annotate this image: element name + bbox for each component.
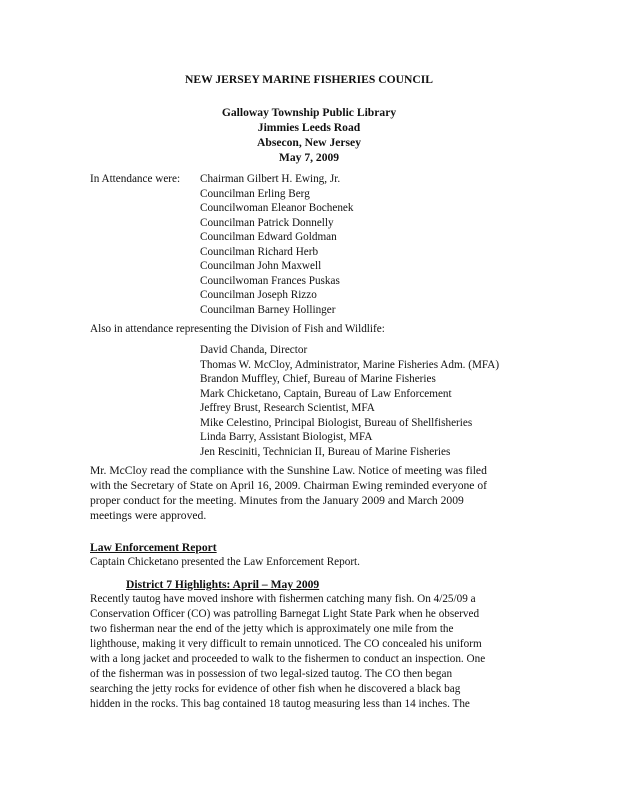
council-member: Chairman Gilbert H. Ewing, Jr.	[200, 173, 341, 185]
council-member: Councilwoman Frances Puskas	[200, 274, 340, 287]
attendance-label: In Attendance were:	[90, 173, 181, 185]
division-attendance-label: Also in attendance representing the Division of Fish and Wildlife:	[90, 323, 385, 335]
council-member: Councilman John Maxwell	[200, 260, 322, 272]
report-line: of the fisherman was in possession of two legal-sized tautog. The CO then began	[90, 668, 453, 680]
report-line: lighthouse, making it very difficult to remain unnoticed. The CO concealed his uniform	[90, 638, 482, 650]
paragraph-line: Mr. McCloy read the compliance with the Sunshine Law. Notice of meeting was filed	[90, 464, 487, 477]
council-member: Councilman Joseph Rizzo	[200, 289, 317, 301]
report-line: two fisherman near the end of the jetty which is approximately one mile from the	[90, 623, 454, 635]
venue-city: Absecon, New Jersey	[257, 136, 361, 149]
report-line: Recently tautog have moved inshore with fishermen catching many fish. On 4/25/09 a	[90, 593, 476, 605]
division-staff-member: Jeffrey Brust, Research Scientist, MFA	[200, 402, 375, 414]
division-staff-member: Brandon Muffley, Chief, Bureau of Marine Fisheries	[200, 373, 436, 385]
report-line: Conservation Officer (CO) was patrolling Barnegat Light State Park when he observed	[90, 608, 480, 620]
council-member: Councilman Erling Berg	[200, 187, 310, 200]
venue-name: Galloway Township Public Library	[221, 106, 397, 119]
report-line: searching the jetty rocks for evidence of other fish when he discovered a black bag	[90, 683, 461, 695]
venue-street: Jimmies Leeds Road	[257, 121, 361, 134]
report-line: hidden in the rocks. This bag contained 18 tautog measuring less than 14 inches. The	[90, 698, 470, 710]
meeting-date: May 7, 2009	[278, 151, 340, 164]
council-member: Councilman Barney Hollinger	[200, 303, 336, 316]
paragraph-line: meetings were approved.	[90, 509, 207, 522]
report-line: with a long jacket and proceeded to walk to the fishermen to conduct an inspection. One	[90, 653, 486, 665]
division-staff-member: David Chanda, Director	[200, 344, 308, 356]
law-enforcement-heading: Law Enforcement Report	[90, 541, 217, 554]
division-staff-member: Mark Chicketano, Captain, Bureau of Law Enforcement	[200, 387, 452, 400]
paragraph-line: with the Secretary of State on April 16, 2009. Chairman Ewing reminded everyone of	[90, 479, 487, 492]
district-heading: District 7 Highlights: April – May 2009	[126, 578, 320, 591]
division-staff-member: Linda Barry, Assistant Biologist, MFA	[200, 431, 373, 443]
council-title: NEW JERSEY MARINE FISHERIES COUNCIL	[184, 73, 434, 86]
council-member: Councilman Patrick Donnelly	[200, 216, 334, 229]
law-enforcement-intro: Captain Chicketano presented the Law Enforcement Report.	[90, 556, 360, 568]
council-member: Councilman Edward Goldman	[200, 231, 337, 243]
division-staff-member: Mike Celestino, Principal Biologist, Bureau of Shellfisheries	[200, 416, 473, 429]
council-member: Councilman Richard Herb	[200, 245, 319, 258]
paragraph-line: proper conduct for the meeting. Minutes from the January 2009 and March 2009	[90, 494, 464, 507]
division-staff-member: Thomas W. McCloy, Administrator, Marine Fisheries Adm. (MFA)	[200, 358, 500, 371]
council-member: Councilwoman Eleanor Bochenek	[200, 202, 354, 214]
division-staff-member: Jen Resciniti, Technician II, Bureau of Marine Fisheries	[200, 445, 451, 458]
